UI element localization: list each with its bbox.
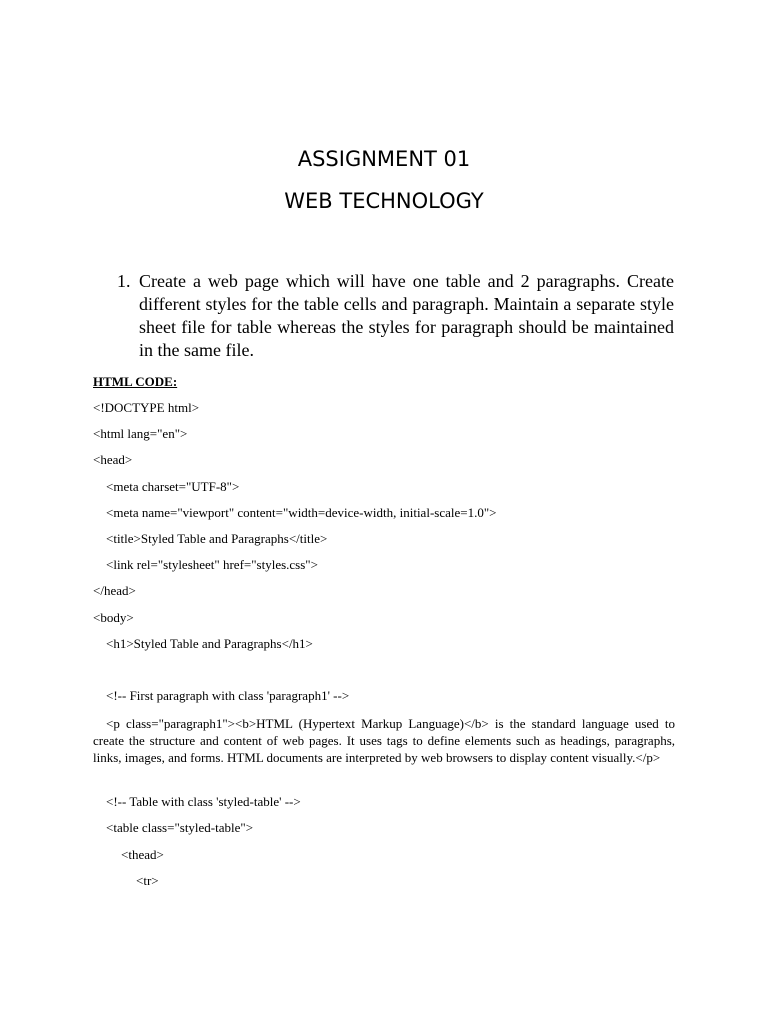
code-line: <body> [93, 609, 134, 625]
code-line: <title>Styled Table and Paragraphs</title> [106, 530, 328, 546]
code-section-label: HTML CODE: [93, 374, 178, 389]
code-line: <link rel="stylesheet" href="styles.css"> [106, 557, 318, 573]
code-line: <thead> [121, 846, 164, 862]
code-line: <table class="styled-table"> [106, 820, 254, 836]
code-line: <!DOCTYPE html> [93, 400, 200, 415]
code-line: <meta charset="UTF-8"> [106, 478, 240, 494]
code-paragraph-line: <p class="paragraph1"><b>HTML (Hypertext Markup Language)</b> is the standard language used to create the structure and content of web pages. It uses tags to define elements such as headings, paragraphs, links, images, and forms. HTML documents are interpreted by web browsers to display content visually.</p> [93, 716, 675, 766]
blank-line [93, 660, 675, 686]
code-listing [93, 372, 675, 897]
code-line: <head> [93, 452, 133, 468]
question-number: 1. [117, 271, 131, 291]
assignment-title: ASSIGNMENT 01 [297, 147, 471, 171]
code-line: <h1>Styled Table and Paragraphs</h1> [106, 635, 313, 651]
subject-title: WEB TECHNOLOGY [284, 189, 484, 213]
code-line: <meta name="viewport" content="width=device-width, initial-scale=1.0"> [106, 504, 497, 520]
code-line: <html lang="en"> [93, 426, 188, 442]
code-comment-line: <!-- Table with class 'styled-table' --> [106, 794, 301, 810]
code-comment-line: <!-- First paragraph with class 'paragraph1' --> [106, 688, 350, 704]
question-text: Create a web page which will have one table and 2 paragraphs. Create different styles for the table cells and paragraph. Maintain a separate style sheet file for table whereas the styles for paragraph should be maintained in the same file. [139, 271, 674, 360]
code-line: </head> [93, 583, 136, 599]
code-line: <tr> [136, 872, 159, 888]
question-item [117, 270, 674, 362]
